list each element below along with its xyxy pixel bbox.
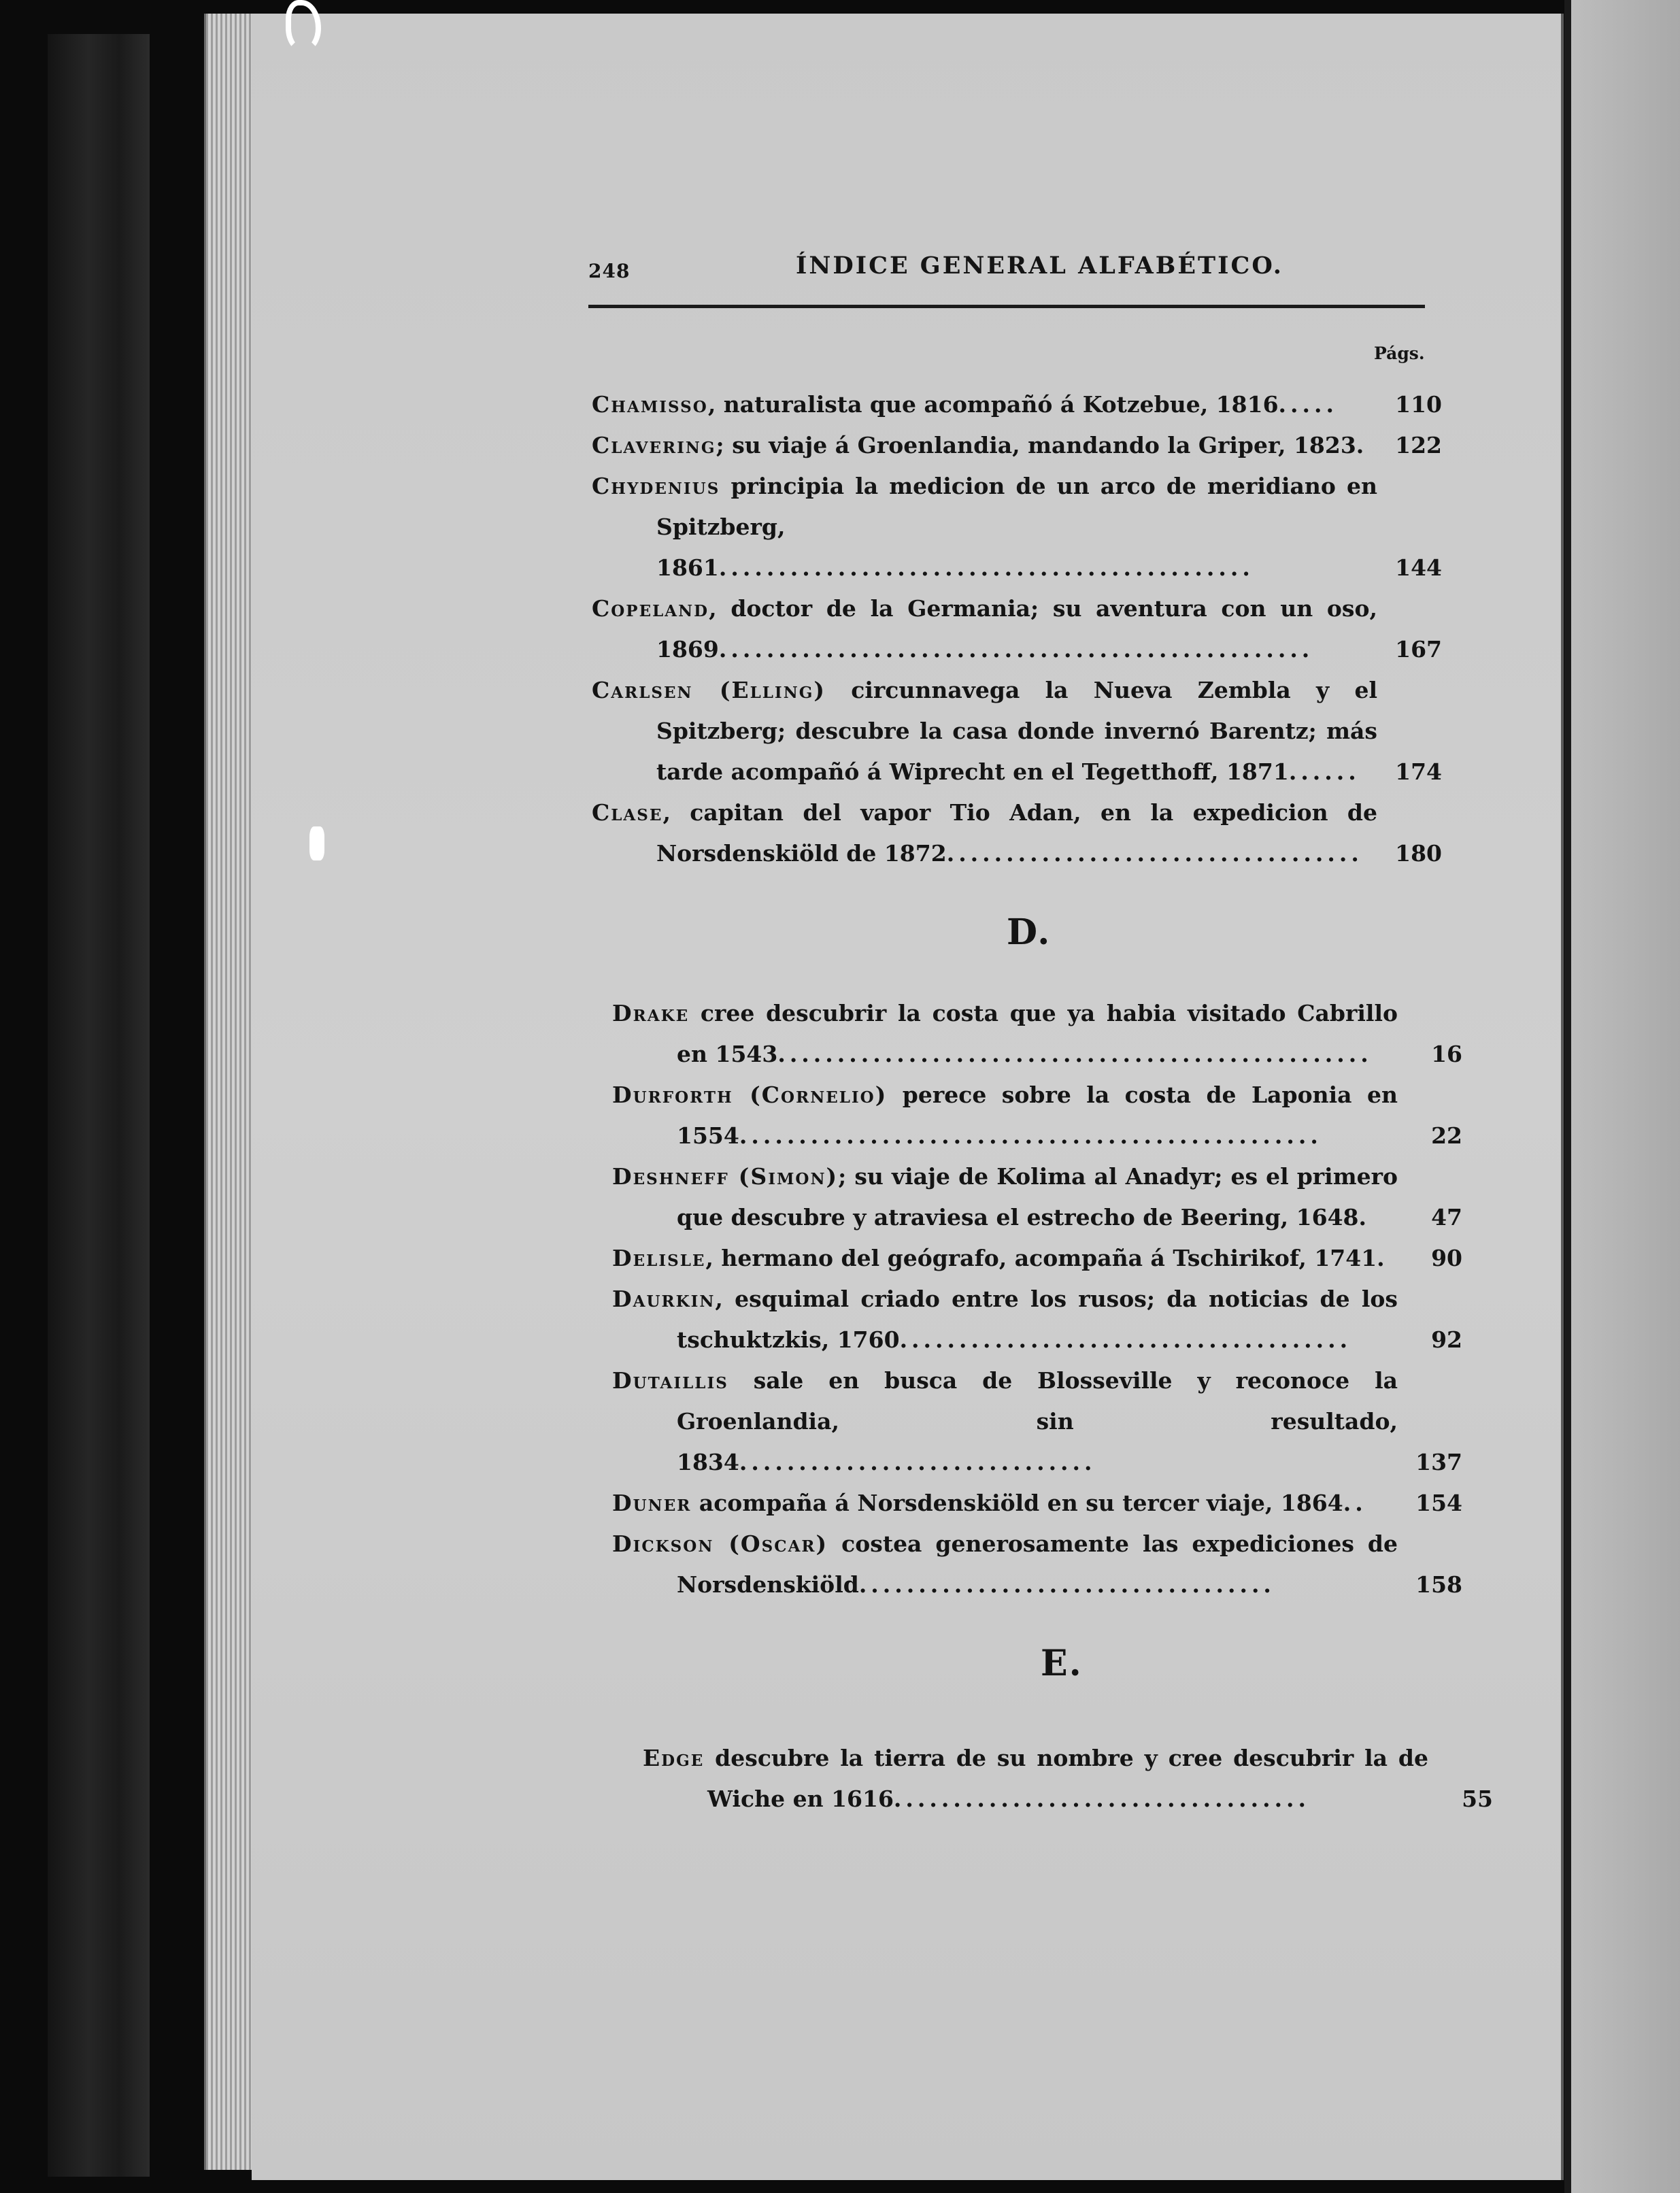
index-entry xyxy=(612,1279,1462,1360)
index-entry xyxy=(612,1156,1462,1238)
section-heading-e: E. xyxy=(1041,1643,1083,1684)
entry-text: principia la medicion de un arco de meridiano en Spitzberg, 1861 xyxy=(656,473,1377,581)
entry-page: 22 xyxy=(1431,1122,1462,1149)
entry-text: , capitan del vapor Tio Adan, en la expedicion de Norsdenskiöld de 1872 xyxy=(656,799,1377,867)
leader-dots: ................................................. xyxy=(739,1122,1322,1149)
leader-dots: ...................................... xyxy=(899,1326,1352,1353)
section-c-entries xyxy=(592,384,1442,874)
entry-name: Chydenius xyxy=(592,473,720,499)
entry-text: , doctor de la Germania; su aventura con un oso, 1869 xyxy=(656,595,1377,663)
entry-text: descubre la tierra de su nombre y cree descubrir la de Wiche en 1616 xyxy=(704,1745,1428,1812)
index-entry xyxy=(592,384,1442,425)
entry-name: Clavering xyxy=(592,432,716,458)
entry-text: costea generosamente las expediciones de Norsdenskiöld xyxy=(677,1530,1398,1598)
page-header xyxy=(588,252,1425,286)
running-title: ÍNDICE GENERAL ALFABÉTICO. xyxy=(796,252,1283,280)
scan-speck xyxy=(309,826,324,860)
entry-page: 55 xyxy=(1462,1786,1493,1812)
entry-text: perece sobre la costa de Laponia en 1554 xyxy=(677,1082,1398,1149)
leader-dots: .................................................. xyxy=(718,636,1314,663)
section-d-entries xyxy=(612,993,1462,1605)
entry-page: 158 xyxy=(1415,1571,1462,1598)
index-entry xyxy=(612,1483,1462,1524)
scan-speck xyxy=(286,0,321,52)
leader-dots: . xyxy=(1377,1245,1389,1271)
leader-dots: ................................... xyxy=(946,840,1363,867)
entry-text: acompaña á Norsdenskiöld en su tercer viaje, 1864 xyxy=(691,1490,1343,1516)
entry-name: Dickson (Oscar) xyxy=(612,1530,828,1557)
entry-page: 110 xyxy=(1395,391,1442,418)
leader-dots: .. xyxy=(1343,1490,1367,1516)
entry-text: cree descubrir la costa que ya habia visitado Cabrillo en 1543 xyxy=(677,1000,1398,1067)
index-entry xyxy=(612,1238,1462,1279)
entry-name: Durforth (Cornelio) xyxy=(612,1082,888,1108)
entry-page: 137 xyxy=(1415,1449,1462,1475)
section-heading-d: D. xyxy=(1007,911,1052,953)
leader-dots: ...... xyxy=(1288,758,1360,785)
index-entry xyxy=(612,1075,1462,1156)
entry-name: Delisle xyxy=(612,1245,706,1271)
entry-text: sale en busca de Blosseville y reconoce la Groenlandia, sin resultado, 1834 xyxy=(677,1367,1398,1475)
adjacent-page xyxy=(1564,0,1680,2193)
entry-page: 144 xyxy=(1395,554,1442,581)
leader-dots: ..... xyxy=(1278,391,1338,418)
leader-dots: .............................. xyxy=(739,1449,1096,1475)
entry-name: Chamisso xyxy=(592,391,708,418)
entry-page: 180 xyxy=(1395,840,1442,867)
entry-text: ; su viaje á Groenlandia, mandando la Griper, 1823. xyxy=(716,432,1364,458)
entry-name: Deshneff (Simon) xyxy=(612,1163,839,1190)
entry-text: , esquimal criado entre los rusos; da noticias de los tschuktzkis, 1760 xyxy=(677,1286,1398,1353)
entry-name: Clase xyxy=(592,799,663,826)
entry-text: circunnavega la Nueva Zembla y el Spitzberg; descubre la casa donde invernó Barentz; más tarde acompañó á Wiprecht en el Tegetthoff, 1871 xyxy=(656,677,1378,785)
entry-page: 16 xyxy=(1431,1041,1462,1067)
index-entry xyxy=(592,588,1442,670)
entry-text: , hermano del geógrafo, acompaña á Tschirikof, 1741 xyxy=(705,1245,1377,1271)
index-entry xyxy=(612,1524,1462,1605)
index-entry xyxy=(592,425,1442,466)
entry-name: Drake xyxy=(612,1000,690,1026)
entry-text: , naturalista que acompañó á Kotzebue, 1816 xyxy=(707,391,1279,418)
section-e-entries xyxy=(643,1738,1493,1820)
entry-page: 174 xyxy=(1395,758,1442,785)
page-number: 248 xyxy=(588,260,631,282)
entry-page: 92 xyxy=(1431,1326,1462,1353)
leader-dots: ................................... xyxy=(858,1571,1275,1598)
index-entry xyxy=(592,792,1442,874)
entry-text: ; su viaje de Kolima al Anadyr; es el primero que descubre y atraviesa el estrecho de Beering, 1648. xyxy=(677,1163,1398,1231)
leader-dots: ................................... xyxy=(893,1786,1311,1812)
entry-name: Duner xyxy=(612,1490,692,1516)
pages-column-label: Págs. xyxy=(1374,344,1425,363)
index-entry xyxy=(612,993,1462,1075)
entry-name: Daurkin xyxy=(612,1286,716,1312)
header-rule xyxy=(588,305,1425,308)
entry-name: Carlsen (Elling) xyxy=(592,677,826,703)
index-entry xyxy=(643,1738,1493,1820)
entry-name: Edge xyxy=(643,1745,705,1771)
entry-page: 90 xyxy=(1431,1245,1462,1271)
book-binding xyxy=(48,34,150,2177)
entry-page: 167 xyxy=(1395,636,1442,663)
entry-name: Dutaillis xyxy=(612,1367,728,1394)
index-entry xyxy=(592,466,1442,588)
index-entry xyxy=(612,1360,1462,1483)
entry-page: 154 xyxy=(1415,1490,1462,1516)
entry-page: 47 xyxy=(1431,1204,1462,1231)
entry-page: 122 xyxy=(1395,432,1442,458)
index-entry xyxy=(592,670,1442,792)
leader-dots: ............................................. xyxy=(718,554,1254,581)
leader-dots: .................................................. xyxy=(777,1041,1373,1067)
entry-name: Copeland xyxy=(592,595,709,622)
